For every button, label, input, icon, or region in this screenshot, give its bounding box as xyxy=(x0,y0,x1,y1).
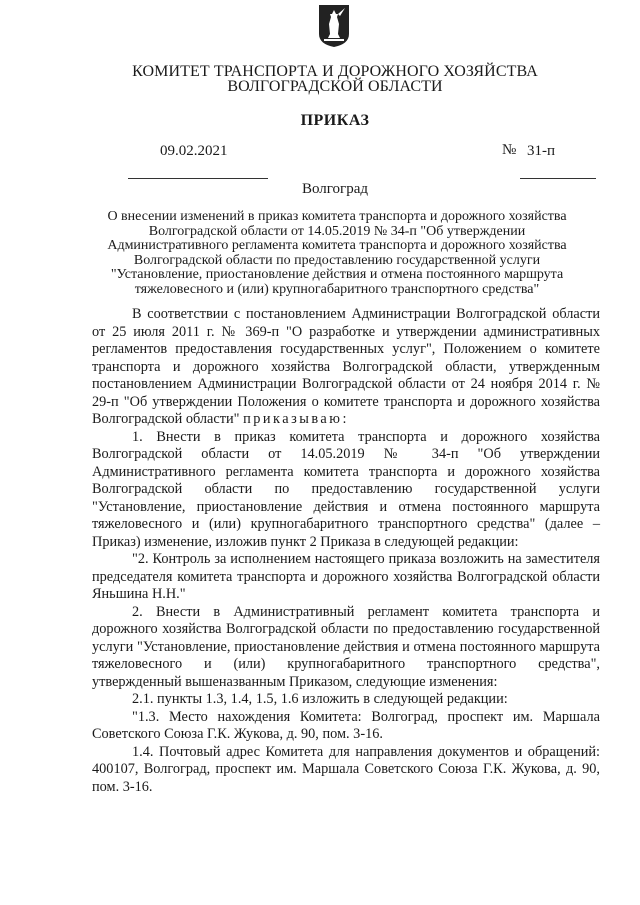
subject-line: Волгоградской области по предоставлению государственной услуги xyxy=(133,252,541,268)
subject-line: О внесении изменений в приказ комитета транспорта и дорожного хозяйства xyxy=(107,209,567,224)
subject-line: Волгоградской области от 14.05.2019 № 34-п "Об утверждении xyxy=(148,223,526,239)
preamble-text: В соответствии с постановлением Администрации Волгоградской области от 25 июля 2011 г. № 369-п "О разработке и утверждении административных регламентов предоставления государственных услуг", Положением о комитете транспорта и дорожного хозяйства Волгоградской области, утвержденным постановлением Администрации Волгоградской области от 24 ноября 2014 г. № 29-п "Об утверждении Положения о комитете транспорта и дорожного хозяйства Волгоградской области" xyxy=(92,306,600,427)
city-name: Волгоград xyxy=(301,181,368,197)
paragraph-2-1: 2.1. пункты 1.3, 1.4, 1.5, 1.6 изложить в следующей редакции: xyxy=(132,691,508,707)
subject-line: Административного регламента комитета транспорта и дорожного хозяйства xyxy=(107,238,567,253)
paragraph-1: 1. Внести в приказ комитета транспорта и дорожного хозяйства Волгоградской области от 14.05.2019 № 34-п "Об утверждении Административного регламента комитета транспорта и дорожного хозяйства Волгоградской области по предоставлению государственной услуги "Установление, приостановление действия и отмена постоянного маршрута тяжеловесного и (или) крупногабаритного транспортного средства" (далее – Приказ) изменение, изложив пункт 2 Приказа в следующей редакции: xyxy=(92,428,600,550)
paragraph-1-3: "1.3. Место нахождения Комитета: Волгоград, проспект им. Маршала Советского Союза Г.К. Жукова, д. 90, пом. 3-16. xyxy=(92,708,600,742)
document-type-title: ПРИКАЗ xyxy=(300,112,370,129)
number-sign: № xyxy=(502,142,517,158)
org-name-line2: ВОЛГОГРАДСКОЙ ОБЛАСТИ xyxy=(227,78,443,95)
paragraph-1-4: 1.4. Почтовый адрес Комитета для направления документов и обращений: 400107, Волгоград, проспект им. Маршала Советского Союза Г.К. Жукова, д. 90, пом. 3-16. xyxy=(92,743,600,795)
document-number: 31-п xyxy=(527,143,556,159)
org-name-line1: КОМИТЕТ ТРАНСПОРТА И ДОРОЖНОГО ХОЗЯЙСТВА xyxy=(132,63,538,80)
paragraph-2: 2. Внести в Административный регламент комитета транспорта и дорожного хозяйства Волгоградской области по предоставлению государственной услуги "Установление, приостановление действия и отмена постоянного маршрута тяжеловесного и (или) крупногабаритного транспортного средства", утвержденный вышеназванным Приказом, следующие изменения: xyxy=(92,603,600,690)
date-underline xyxy=(128,160,268,179)
order-word: приказываю: xyxy=(243,411,349,427)
document-subject xyxy=(92,210,582,297)
subject-line: "Установление, приостановление действия и отмена постоянного маршрута xyxy=(110,267,564,282)
number-underline xyxy=(520,160,596,179)
preamble-paragraph xyxy=(92,306,600,429)
document-body xyxy=(92,306,600,796)
subject-line: тяжеловесного и (или) крупногабаритного транспортного средства" xyxy=(134,281,540,297)
paragraph-1-quote: "2. Контроль за исполнением настоящего приказа возложить на заместителя председателя комитета транспорта и дорожного хозяйства Волгоградской области Яньшина Н.Н." xyxy=(92,551,600,602)
volgograd-emblem-icon xyxy=(318,4,350,48)
document-date: 09.02.2021 xyxy=(160,143,228,159)
